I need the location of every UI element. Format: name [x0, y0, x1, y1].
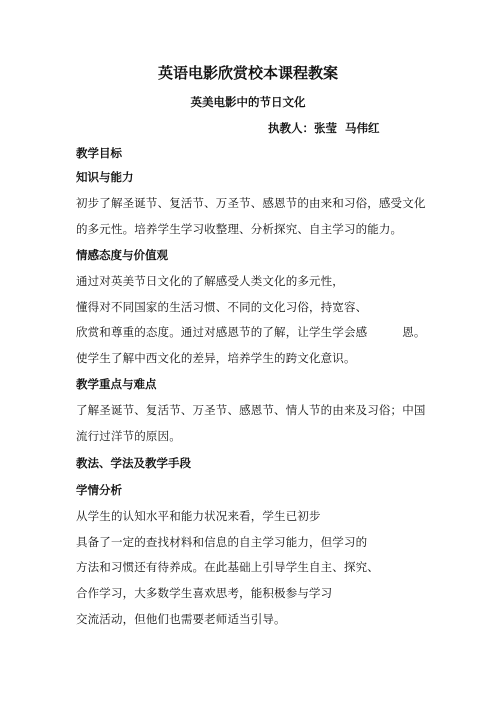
- analysis-line: 具备了一定的查找材料和信息的自主学习能力，但学习的: [76, 535, 368, 549]
- knowledge-line: 的多元性。培养学生学习收整理、分析探究、自主学习的能力。: [76, 222, 403, 236]
- keypoints-line: 流行过洋节的原因。: [76, 429, 181, 443]
- teacher-label: 执教人：: [268, 121, 314, 135]
- analysis-line: 交流活动，但他们也需要老师适当引导。: [76, 612, 286, 626]
- teacher-line: [268, 121, 380, 135]
- knowledge-heading: 知识与能力: [76, 170, 134, 184]
- knowledge-line: 初步了解圣诞节、复活节、万圣节、感恩节的由来和习俗，感受文化: [76, 196, 426, 210]
- methods-heading: 教法、学法及教学手段: [76, 456, 191, 470]
- emotion-heading: 情感态度与价值观: [76, 248, 168, 262]
- emotion-line: 欣赏和尊重的态度。通过对感恩节的了解，让学生学会感 恩。: [76, 325, 426, 339]
- analysis-heading: 学情分析: [76, 483, 122, 497]
- teacher-name-1: 张莹: [314, 121, 337, 135]
- keypoints-heading: 教学重点与难点: [76, 377, 157, 391]
- keypoints-line: 了解圣诞节、复活节、万圣节、感恩节、情人节的由来及习俗；中国: [76, 403, 426, 417]
- emotion-line: 使学生了解中西文化的差异，培养学生的跨文化意识。: [76, 351, 356, 365]
- objectives-heading: 教学目标: [76, 146, 122, 160]
- teacher-name-2: 马伟红: [345, 121, 380, 135]
- emotion-line: 懂得对不同国家的生活习惯、不同的文化习俗，持宽容、: [76, 300, 368, 314]
- document-title: 英语电影欣赏校本课程教案: [157, 64, 338, 82]
- analysis-line: 合作学习，大多数学生喜欢思考，能积极参与学习: [76, 586, 333, 600]
- document-subtitle: 英美电影中的节日文化: [190, 95, 306, 109]
- analysis-line: 方法和习惯还有待养成。在此基础上引导学生自主、探究、: [76, 560, 379, 574]
- emotion-line: 通过对英美节日文化的了解感受人类文化的多元性，: [76, 274, 344, 288]
- analysis-line: 从学生的认知水平和能力状况来看，学生已初步: [76, 509, 321, 523]
